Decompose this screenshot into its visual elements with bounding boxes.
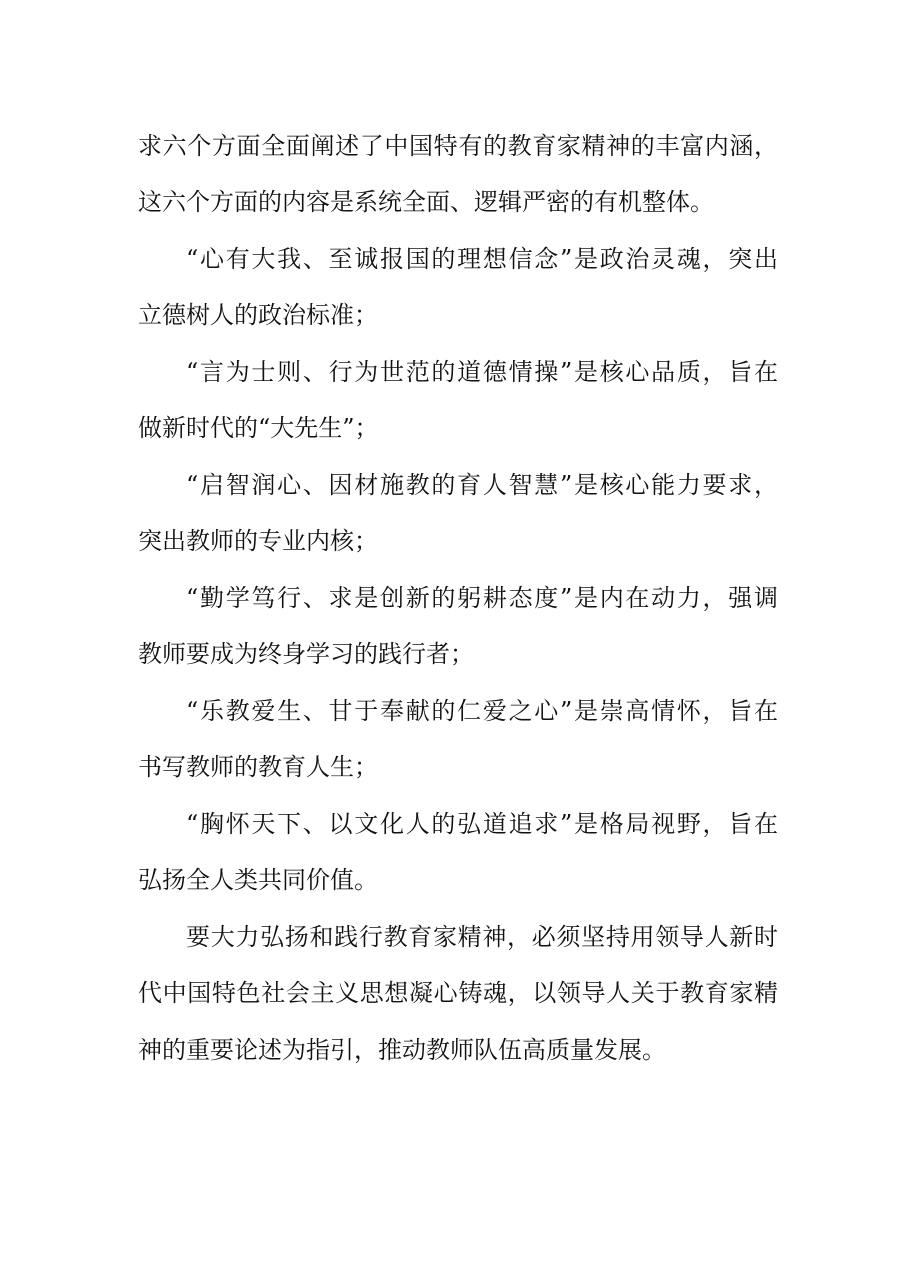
text-line: 要大力弘扬和践行教育家精神，必须坚持用领导人新时 xyxy=(186,923,778,951)
text-line: 突出教师的专业内核； xyxy=(138,527,378,555)
text-line: 书写教师的教育人生； xyxy=(138,753,378,781)
text-line: “心有大我、至诚报国的理想信念”是政治灵魂，突出 xyxy=(186,245,778,273)
text-line: 这六个方面的内容是系统全面、逻辑严密的有机整体。 xyxy=(138,188,714,216)
text-line: “乐教爱生、甘于奉献的仁爱之心”是崇高情怀，旨在 xyxy=(186,697,778,725)
text-line: “勤学笃行、求是创新的躬耕态度”是内在动力，强调 xyxy=(186,584,778,612)
text-line: 做新时代的“大先生”； xyxy=(138,414,379,442)
text-line: “启智润心、因材施教的育人智慧”是核心能力要求， xyxy=(186,471,778,499)
text-line: 教师要成为终身学习的践行者； xyxy=(138,640,474,668)
text-line: 弘扬全人类共同价值。 xyxy=(138,866,378,894)
text-line: “胸怀天下、以文化人的弘道追求”是格局视野，旨在 xyxy=(186,810,778,838)
text-line: 立德树人的政治标准； xyxy=(138,301,378,329)
text-line: 神的重要论述为指引，推动教师队伍高质量发展。 xyxy=(138,1036,666,1064)
text-line: “言为士则、行为世范的道德情操”是核心品质，旨在 xyxy=(186,358,778,386)
text-line: 代中国特色社会主义思想凝心铸魂，以领导人关于教育家精 xyxy=(138,979,778,1007)
text-line: 求六个方面全面阐述了中国特有的教育家精神的丰富内涵， xyxy=(138,132,778,160)
